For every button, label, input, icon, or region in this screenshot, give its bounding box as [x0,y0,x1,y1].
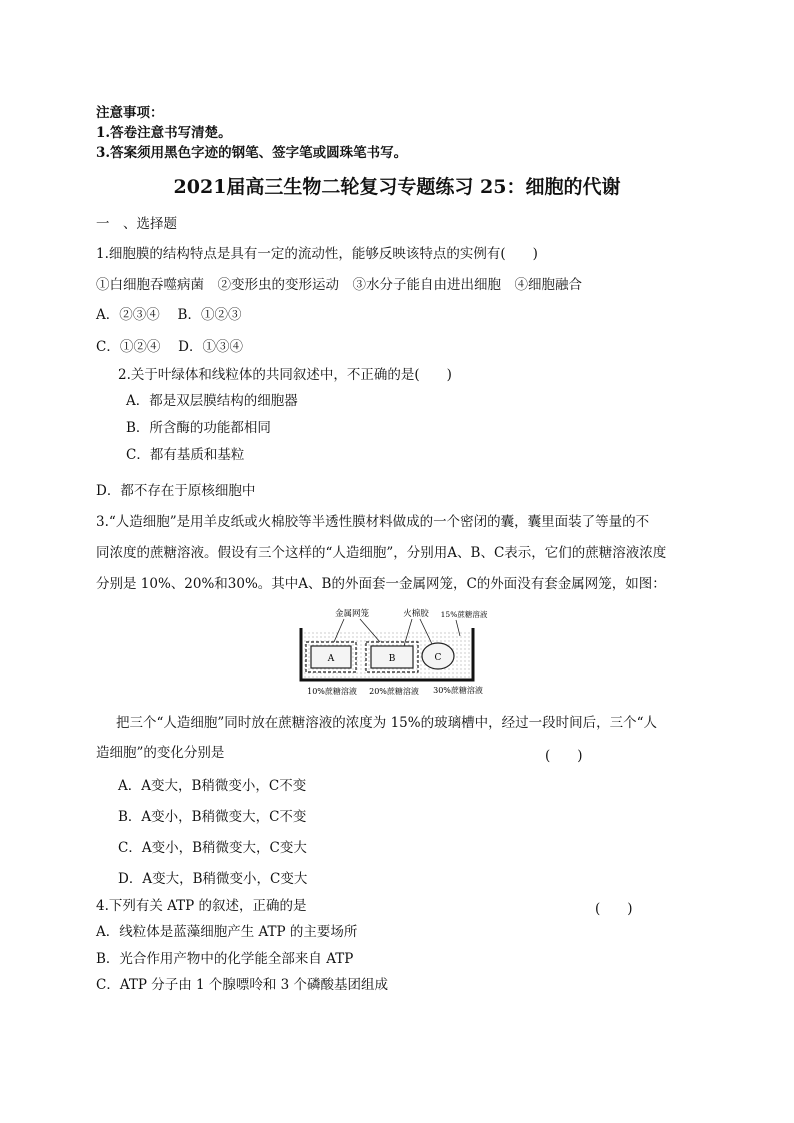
q3-text-line-3: 分别是 10%、20%和30%。其中A、B的外面套一金属网笼，C的外面没有套金属网笼，如图： [96,576,666,592]
q1-options-ab: A．②③④ B．①②③ [96,307,242,323]
q2-stem: 2.关于叶绿体和线粒体的共同叙述中，不正确的是( ) [118,367,452,383]
q4-option-b: B．光合作用产物中的化学能全部来自 ATP [96,951,354,967]
section-heading: 一 、选择题 [96,216,177,232]
cell-c-label: C [434,653,442,663]
artificial-cell-diagram [296,604,496,700]
q3-text-line-5: 造细胞”的变化分别是 [96,745,225,761]
q3-text-line-4: 把三个“人造细胞”同时放在蔗糖溶液的浓度为 15%的玻璃槽中，经过一段时间后，三个“人 [116,715,658,731]
q1-items: ①白细胞吞噬病菌 ②变形虫的变形运动 ③水分子能自由进出细胞 ④细胞融合 [96,277,582,293]
label-metal-cage: 金属网笼 [334,609,370,619]
q3-option-c: C．A变小，B稍微变大，C变大 [118,840,307,856]
q2-option-d: D．都不存在于原核细胞中 [96,483,256,499]
label-outer-solution: 15%蔗糖溶液 [440,610,488,619]
label-collodion: 火棉胶 [403,609,429,619]
q3-option-b: B．A变小，B稍微变大，C不变 [118,809,307,825]
q1-stem: 1.细胞膜的结构特点是具有一定的流动性，能够反映该特点的实例有( ) [96,246,538,262]
label-solution-a: 10%蔗糖溶液 [307,687,357,696]
q2-option-b: B．所含酶的功能都相同 [126,420,271,436]
q1-options-cd: C．①②④ D．①③④ [96,339,243,355]
cell-b-label: B [388,654,396,664]
q3-text-line-1: 3.“人造细胞”是用羊皮纸或火棉胶等半透性膜材料做成的一个密闭的囊，囊里面装了等量的不 [96,514,650,530]
cell-a-label: A [327,654,335,664]
q2-option-c: C．都有基质和基粒 [126,447,245,463]
notice-item-2: 3.答案须用黑色字迹的钢笔、签字笔或圆珠笔书写。 [96,145,408,161]
page-title: 2021届高三生物二轮复习专题练习 25：细胞的代谢 [173,176,621,198]
q3-text-line-2: 同浓度的蔗糖溶液。假设有三个这样的“人造细胞”，分别用A、B、C表示，它们的蔗糖溶液浓度 [96,545,667,561]
q3-option-d: D．A变大，B稍微变小，C变大 [118,871,308,887]
q4-option-c: C．ATP 分子由 1 个腺嘌呤和 3 个磷酸基团组成 [96,977,389,993]
label-solution-b: 20%蔗糖溶液 [369,687,419,696]
q4-option-a: A．线粒体是蓝藻细胞产生 ATP 的主要场所 [96,924,358,940]
q3-option-a: A．A变大，B稍微变小，C不变 [118,778,307,794]
q3-answer-paren: ( ) [545,748,583,764]
q4-answer-paren: ( ) [595,901,633,917]
q2-option-a: A．都是双层膜结构的细胞器 [126,393,298,409]
notice-heading: 注意事项： [96,105,164,121]
q4-stem: 4.下列有关 ATP 的叙述，正确的是 [96,898,307,914]
label-solution-c: 30%蔗糖溶液 [433,686,483,695]
notice-item-1: 1.答卷注意书写清楚。 [96,125,232,141]
